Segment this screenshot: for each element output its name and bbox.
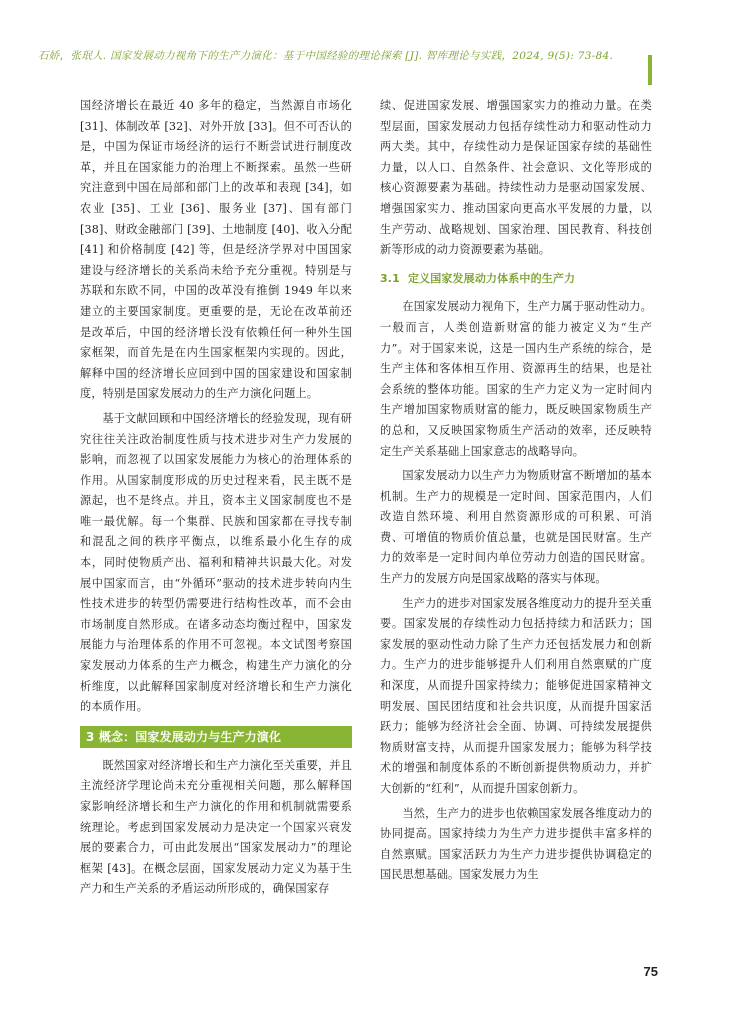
subsection-heading	[380, 269, 652, 290]
paragraph: 国家发展动力以生产力为物质财富不断增加的基本机制。生产力的规模是一定时间、国家范围内，人们改造自然环境、利用自然资源形成的可积累、可消费、可增值的物质价值总量，也就是国民财富。生产力的效率是一定时间内单位劳动力创造的国民财富。生产力的发展方向是国家战略的落实与体现。	[380, 469, 652, 586]
paragraph: 当然，生产力的进步也依赖国家发展各维度动力的协同提高。国家持续力为生产力进步提供丰富多样的自然禀赋。国家活跃力为生产力进步提供协调稳定的国民思想基础。国家发展力为生	[380, 806, 652, 882]
paragraph: 生产力的进步对国家发展各维度动力的提升至关重要。国家发展的存续性动力包括持续力和活跃力；国家发展的驱动性动力除了生产力还包括发展力和创新力。生产力的进步能够提升人们利用自然禀赋的广度和深度，从而提升国家持续力；能够促进国家精神文明发展、国民团结度和社会共识度，从而提升国家活跃力；能够为经济社会全面、协调、可持续发展提供物质财富支持，从而提升国家发展力；能够为科学技术的增强和制度体系的不断创新提供物质动力，并扩大创新的“红利”，从而提升国家创新力。	[380, 596, 652, 795]
paragraph: 既然国家对经济增长和生产力演化至关重要，并且主流经济学理论尚未充分重视相关问题，那么解释国家影响经济增长和生产力演化的作用和机制就需要系统理论。考虑到国家发展动力是决定一个国家兴衰发展的要素合力，可由此发展出“国家发展动力”的理论框架 [43]。在概念层面，国家发展动力定义为基于生产力和生产关系的矛盾运动所形成的，确保国家存	[80, 758, 352, 896]
paragraph: 在国家发展动力视角下，生产力属于驱动性动力。一般而言，人类创造新财富的能力被定义为“生产力”。对于国家来说，这是一国内生产系统的综合，是生产主体和客体相互作用、资源再生的结果，也是社会系统的整体功能。国家的生产力定义为一定时间内生产增加国家物质财富的能力，既反映国家物质生产的总和，又反映国家物质生产活动的效率，还反映特定生产关系基础上国家意志的战略导向。	[380, 300, 652, 458]
right-column	[380, 96, 652, 886]
section-heading: 3 概念：国家发展动力与生产力演化	[80, 726, 352, 748]
paragraph: 国经济增长在最近 40 多年的稳定，当然源自市场化 [31]、体制改革 [32]、对外开放 [33]。但不可否认的是，中国为保证市场经济的运行不断尝试进行制度改革，并且在国家能力的治理上不断探索。虽然一些研究注意到中国在局部和部门上的改革和表现 [34]，如农业 [35]、工业 [36]、服务业 [37]、国有部门 [38]、财政金融部门 [39]、土地制度 [40]、收入分配 [41] 和价格制度 [42] 等，但是经济学界对中国国家建设与经济增长的关系尚未给予充分重视。特别是与苏联和东欧不同，中国的改革没有推倒 1949 年以来建立的主要国家制度。更重要的是，无论在改革前还是改革后，中国的经济增长没有依赖任何一种外生国家框架，而首先是在内生国家框架内实现的。因此，解释中国的经济增长应回到中国的国家建设和国家制度，特别是国家发展动力的生产力演化问题上。	[80, 99, 352, 401]
subsection-number: 3.1	[380, 271, 400, 285]
left-column	[80, 96, 352, 900]
subsection-title: 定义国家发展动力体系中的生产力	[407, 271, 576, 285]
paragraph: 基于文献回顾和中国经济增长的经验发现，现有研究往往关注政治制度性质与技术进步对生产力发展的影响，而忽视了以国家发展能力为核心的治理体系的作用。从国家制度形成的历史过程来看，民主既不是源起，也不是终点。并且，资本主义国家制度也不是唯一最优解。每一个集群、民族和国家都在寻找专制和混乱之间的秩序平衡点，以维系最小化生存的成本，同时使物质产出、福利和精神共识最大化。对发展中国家而言，由“外循环”驱动的技术进步转向内生性技术进步的转型仍需要进行结构性改革，而不会由市场制度自然形成。在诸多动态均衡过程中，国家发展能力与治理体系的作用不可忽视。本文试图考察国家发展动力体系的生产力概念，构建生产力演化的分析维度，以此解释国家制度对经济增长和生产力演化的本质作用。	[80, 411, 352, 714]
journal-citation-header: 石娇，张珉人. 国家发展动力视角下的生产力演化：基于中国经验的理论探索 [J]. 智库理论与实践，2024, 9(5): 73-84.	[38, 50, 614, 62]
header-accent-bar	[648, 55, 652, 85]
page-number: 75	[643, 964, 658, 979]
paragraph: 续、促进国家发展、增强国家实力的推动力量。在类型层面，国家发展动力包括存续性动力和驱动性动力两大类。其中，存续性动力是保证国家存续的基础性力量，以人口、自然条件、社会意识、文化等形成的核心资源要素为基础。持续性动力是驱动国家发展、增强国家实力、推动国家向更高水平发展的力量，以生产劳动、战略规划、国家治理、国民教育、科技创新等形成的动力资源要素为基础。	[380, 99, 652, 257]
